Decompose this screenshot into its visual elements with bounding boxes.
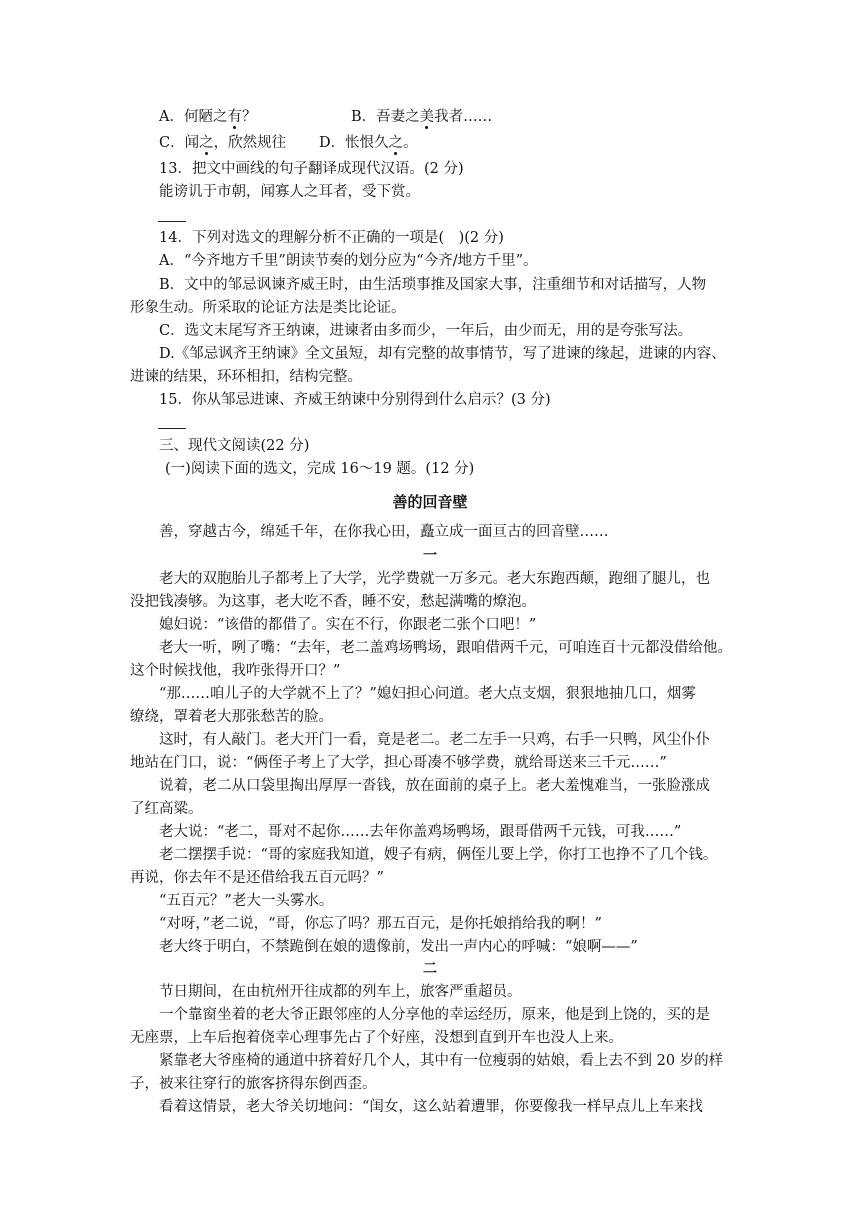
option-text: A．何陋之 (159, 109, 228, 125)
answer-line-13 (158, 221, 186, 222)
part-one-marker: 一 (423, 548, 437, 564)
paragraph: 这时，有人敲门。老大开门一看，竟是老二。老二左手一只鸡，右手一只鸭，风尘仆仆 (159, 732, 710, 748)
option-14c: C．选文末尾写齐王纳谏，进谏者由多而少，一年后，由少而无，用的是夸张写法。 (159, 323, 693, 339)
story-intro: 善，穿越古今，绵延千年，在你我心田，矗立成一面亘古的回音壁…… (159, 524, 609, 540)
option-12b (351, 107, 492, 127)
paragraph: 老大说：“老二，哥对不起你……去年你盖鸡场鸭场，跟哥借两千元钱，可我……” (159, 824, 682, 840)
paragraph-cont: 再说，你去年不是还借给我五百元吗？” (130, 870, 384, 886)
paragraph-cont: 子，被来往穿行的旅客挤得东倒西歪。 (130, 1076, 377, 1092)
part-two-marker: 二 (423, 961, 437, 977)
paragraph: 节日期间，在由杭州开往成都的列车上，旅客严重超员。 (159, 984, 522, 1000)
option-text: D．怅恨久 (319, 135, 389, 151)
paragraph-cont: 无座票，上车后抱着侥幸心理事先占了个好座，没想到直到开车也没人上来。 (130, 1030, 623, 1046)
option-12d (319, 133, 418, 153)
question-14-stem: 14．下列对选文的理解分析不正确的一项是( )(2 分) (159, 230, 504, 246)
option-text: 我者…… (434, 109, 493, 125)
option-text: B．吾妻之 (351, 109, 420, 125)
paragraph: “五百元？”老大一头雾水。 (159, 893, 334, 909)
option-12c (159, 133, 286, 153)
option-text: ，欣然规往 (213, 135, 287, 151)
section-instruction: (一)阅读下面的选文，完成 16～19 题。(12 分) (165, 461, 475, 477)
paragraph: 看着这情景，老大爷关切地问：“闺女，这么站着遭罪，你要像我一样早点儿上车来找 (159, 1099, 703, 1115)
section-heading: 三、现代文阅读(22 分) (159, 438, 310, 454)
paragraph: 老大终于明白，不禁跪倒在娘的遗像前，发出一声内心的呼喊：“娘啊——” (159, 939, 638, 955)
dotted-char: 之 (388, 135, 404, 151)
option-text: 。 (403, 135, 418, 151)
dotted-char: 之 (199, 135, 214, 151)
option-14d: D.《邹忌讽齐王纳谏》全文虽短，却有完整的故事情节，写了进谏的缘起，进谏的内容、 (159, 346, 726, 362)
story-title: 善的回音壁 (392, 493, 468, 511)
dotted-char: 美 (419, 109, 435, 125)
paragraph: 媳妇说：“该借的都借了。实在不行，你跟老二张个口吧！” (159, 617, 537, 633)
question-15-stem: 15．你从邹忌进谏、齐威王纳谏中分别得到什么启示？(3 分) (159, 392, 551, 408)
option-14b: B．文中的邹忌讽谏齐威王时，由生活琐事推及国家大事，注重细节和对话描写，人物 (159, 277, 707, 293)
option-14d-cont: 进谏的结果，环环相扣，结构完整。 (130, 369, 362, 385)
paragraph-cont: 了红高粱。 (130, 801, 203, 817)
paragraph-cont: 地站在门口，说：“俩侄子考上了大学，担心哥凑不够学费，就给哥送来三千元……” (130, 755, 667, 771)
question-13-sentence: 能谤讥于市朝，闻寡人之耳者，受下赏。 (159, 184, 420, 200)
paragraph-cont: 缭绕，罩着老大那张愁苦的脸。 (130, 709, 333, 725)
paragraph-cont: 这个时候找他，我咋张得开口？” (130, 663, 341, 679)
question-13-stem: 13．把文中画线的句子翻译成现代汉语。(2 分) (159, 161, 464, 177)
option-text: ？ (241, 109, 257, 125)
paragraph-cont: 没把钱凑够。为这事，老大吃不香，睡不安，愁起满嘴的燎泡。 (130, 594, 536, 610)
paragraph: “那……咱儿子的大学就不上了？”媳妇担心问道。老大点支烟，狠狠地抽几口，烟雾 (159, 686, 696, 702)
paragraph: 老大一听，咧了嘴：“去年，老二盖鸡场鸭场，跟咱借两千元，可咱连百十元都没借给他。 (159, 640, 732, 656)
option-14a: A．“今齐地方千里”朗读节奏的划分应为“今齐/地方千里”。 (159, 253, 538, 269)
paragraph: 老大的双胞胎儿子都考上了大学，光学费就一万多元。老大东跑西颠，跑细了腿儿，也 (159, 571, 710, 587)
option-text: C．闻 (159, 135, 200, 151)
dotted-char: 有 (227, 109, 242, 125)
paragraph: 说着，老二从口袋里掏出厚厚一沓钱，放在面前的桌子上。老大羞愧难当，一张脸涨成 (159, 778, 710, 794)
paragraph: “对呀，”老二说，“哥，你忘了吗？那五百元，是你托娘捎给我的啊！” (159, 916, 602, 932)
option-12a (159, 107, 256, 127)
answer-line-15 (158, 428, 186, 429)
paragraph: 老二摆摆手说：“哥的家庭我知道，嫂子有病，俩侄儿要上学，你打工也挣不了几个钱。 (159, 847, 718, 863)
paragraph: 一个靠窗坐着的老大爷正跟邻座的人分享他的幸运经历，原来，他是到上饶的，买的是 (159, 1007, 710, 1023)
option-14b-cont: 形象生动。所采取的论证方法是类比论证。 (130, 300, 406, 316)
paragraph: 紧靠老大爷座椅的通道中挤着好几个人，其中有一位瘦弱的姑娘，看上去不到 20 岁的样 (159, 1053, 724, 1069)
